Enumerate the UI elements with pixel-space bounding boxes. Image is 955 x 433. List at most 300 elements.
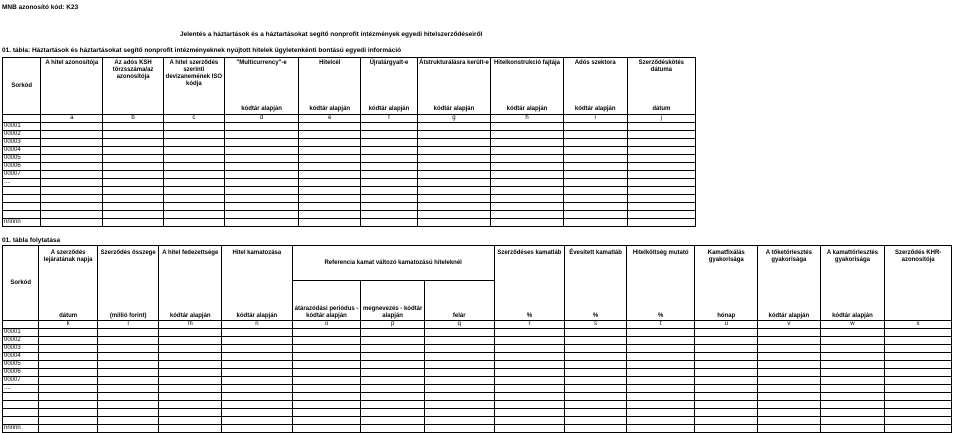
- data-cell[interactable]: [222, 409, 293, 417]
- data-cell[interactable]: [758, 353, 821, 361]
- data-cell[interactable]: [491, 163, 563, 171]
- data-cell[interactable]: [494, 345, 565, 353]
- data-cell[interactable]: [695, 369, 758, 377]
- data-cell[interactable]: [885, 353, 952, 361]
- data-cell[interactable]: [417, 203, 491, 211]
- data-cell[interactable]: [163, 219, 224, 227]
- data-cell[interactable]: [361, 377, 425, 385]
- data-cell[interactable]: [361, 337, 425, 345]
- data-cell[interactable]: [41, 211, 103, 219]
- data-cell[interactable]: [299, 211, 361, 219]
- data-cell[interactable]: [758, 385, 821, 393]
- data-cell[interactable]: [563, 179, 627, 187]
- data-cell[interactable]: [758, 409, 821, 417]
- data-cell[interactable]: [159, 361, 222, 369]
- data-cell[interactable]: [626, 409, 695, 417]
- data-cell[interactable]: [424, 329, 494, 337]
- data-cell[interactable]: [39, 361, 98, 369]
- data-cell[interactable]: [424, 385, 494, 393]
- data-cell[interactable]: [627, 211, 695, 219]
- data-cell[interactable]: [565, 393, 627, 401]
- data-cell[interactable]: [103, 131, 164, 139]
- data-cell[interactable]: [417, 187, 491, 195]
- data-cell[interactable]: [494, 369, 565, 377]
- data-cell[interactable]: [491, 171, 563, 179]
- data-cell[interactable]: [627, 155, 695, 163]
- data-cell[interactable]: [103, 139, 164, 147]
- data-cell[interactable]: [97, 385, 159, 393]
- data-cell[interactable]: [695, 401, 758, 409]
- data-cell[interactable]: [494, 353, 565, 361]
- data-cell[interactable]: [222, 353, 293, 361]
- data-cell[interactable]: [885, 337, 952, 345]
- data-cell[interactable]: [97, 337, 159, 345]
- data-cell[interactable]: [159, 337, 222, 345]
- data-cell[interactable]: [224, 195, 299, 203]
- data-cell[interactable]: [885, 417, 952, 425]
- data-cell[interactable]: [103, 123, 164, 131]
- data-cell[interactable]: [494, 377, 565, 385]
- data-cell[interactable]: [695, 425, 758, 433]
- data-cell[interactable]: [163, 171, 224, 179]
- data-cell[interactable]: [494, 425, 565, 433]
- data-cell[interactable]: [758, 377, 821, 385]
- data-cell[interactable]: [494, 337, 565, 345]
- data-cell[interactable]: [758, 369, 821, 377]
- data-cell[interactable]: [565, 329, 627, 337]
- data-cell[interactable]: [491, 147, 563, 155]
- data-cell[interactable]: [627, 187, 695, 195]
- data-cell[interactable]: [491, 155, 563, 163]
- data-cell[interactable]: [39, 345, 98, 353]
- data-cell[interactable]: [222, 337, 293, 345]
- data-cell[interactable]: [163, 131, 224, 139]
- data-cell[interactable]: [885, 361, 952, 369]
- data-cell[interactable]: [159, 353, 222, 361]
- data-cell[interactable]: [361, 417, 425, 425]
- data-cell[interactable]: [224, 219, 299, 227]
- data-cell[interactable]: [224, 155, 299, 163]
- data-cell[interactable]: [626, 369, 695, 377]
- data-cell[interactable]: [103, 187, 164, 195]
- data-cell[interactable]: [758, 417, 821, 425]
- data-cell[interactable]: [417, 123, 491, 131]
- data-cell[interactable]: [626, 361, 695, 369]
- data-cell[interactable]: [103, 179, 164, 187]
- data-cell[interactable]: [417, 139, 491, 147]
- data-cell[interactable]: [361, 385, 425, 393]
- data-cell[interactable]: [361, 171, 418, 179]
- data-cell[interactable]: [417, 179, 491, 187]
- data-cell[interactable]: [491, 203, 563, 211]
- data-cell[interactable]: [361, 219, 418, 227]
- data-cell[interactable]: [97, 425, 159, 433]
- data-cell[interactable]: [758, 345, 821, 353]
- data-cell[interactable]: [820, 425, 885, 433]
- data-cell[interactable]: [292, 401, 361, 409]
- data-cell[interactable]: [626, 393, 695, 401]
- data-cell[interactable]: [885, 369, 952, 377]
- data-cell[interactable]: [224, 123, 299, 131]
- data-cell[interactable]: [97, 393, 159, 401]
- data-cell[interactable]: [292, 369, 361, 377]
- data-cell[interactable]: [563, 195, 627, 203]
- data-cell[interactable]: [820, 417, 885, 425]
- data-cell[interactable]: [563, 147, 627, 155]
- data-cell[interactable]: [299, 219, 361, 227]
- data-cell[interactable]: [565, 361, 627, 369]
- data-cell[interactable]: [491, 195, 563, 203]
- data-cell[interactable]: [292, 353, 361, 361]
- data-cell[interactable]: [41, 123, 103, 131]
- data-cell[interactable]: [292, 417, 361, 425]
- data-cell[interactable]: [820, 385, 885, 393]
- data-cell[interactable]: [224, 203, 299, 211]
- data-cell[interactable]: [424, 361, 494, 369]
- data-cell[interactable]: [494, 385, 565, 393]
- data-cell[interactable]: [417, 211, 491, 219]
- data-cell[interactable]: [627, 203, 695, 211]
- data-cell[interactable]: [626, 329, 695, 337]
- data-cell[interactable]: [299, 139, 361, 147]
- data-cell[interactable]: [424, 409, 494, 417]
- data-cell[interactable]: [41, 187, 103, 195]
- data-cell[interactable]: [159, 377, 222, 385]
- data-cell[interactable]: [695, 345, 758, 353]
- data-cell[interactable]: [163, 203, 224, 211]
- data-cell[interactable]: [41, 163, 103, 171]
- data-cell[interactable]: [695, 393, 758, 401]
- data-cell[interactable]: [424, 417, 494, 425]
- data-cell[interactable]: [565, 401, 627, 409]
- data-cell[interactable]: [417, 155, 491, 163]
- data-cell[interactable]: [41, 179, 103, 187]
- data-cell[interactable]: [163, 155, 224, 163]
- data-cell[interactable]: [299, 123, 361, 131]
- data-cell[interactable]: [299, 187, 361, 195]
- data-cell[interactable]: [417, 219, 491, 227]
- data-cell[interactable]: [491, 211, 563, 219]
- data-cell[interactable]: [41, 131, 103, 139]
- data-cell[interactable]: [41, 147, 103, 155]
- data-cell[interactable]: [627, 171, 695, 179]
- data-cell[interactable]: [565, 353, 627, 361]
- data-cell[interactable]: [97, 329, 159, 337]
- data-cell[interactable]: [39, 409, 98, 417]
- data-cell[interactable]: [97, 345, 159, 353]
- data-cell[interactable]: [39, 337, 98, 345]
- data-cell[interactable]: [424, 377, 494, 385]
- data-cell[interactable]: [885, 393, 952, 401]
- data-cell[interactable]: [222, 361, 293, 369]
- data-cell[interactable]: [361, 393, 425, 401]
- data-cell[interactable]: [758, 361, 821, 369]
- data-cell[interactable]: [820, 369, 885, 377]
- data-cell[interactable]: [97, 409, 159, 417]
- data-cell[interactable]: [224, 187, 299, 195]
- data-cell[interactable]: [695, 353, 758, 361]
- data-cell[interactable]: [224, 139, 299, 147]
- data-cell[interactable]: [299, 203, 361, 211]
- data-cell[interactable]: [563, 171, 627, 179]
- data-cell[interactable]: [97, 377, 159, 385]
- data-cell[interactable]: [361, 155, 418, 163]
- data-cell[interactable]: [885, 425, 952, 433]
- data-cell[interactable]: [563, 155, 627, 163]
- data-cell[interactable]: [563, 139, 627, 147]
- data-cell[interactable]: [820, 361, 885, 369]
- data-cell[interactable]: [563, 203, 627, 211]
- data-cell[interactable]: [820, 353, 885, 361]
- data-cell[interactable]: [491, 219, 563, 227]
- data-cell[interactable]: [563, 163, 627, 171]
- data-cell[interactable]: [361, 425, 425, 433]
- data-cell[interactable]: [417, 131, 491, 139]
- data-cell[interactable]: [103, 147, 164, 155]
- data-cell[interactable]: [163, 211, 224, 219]
- data-cell[interactable]: [39, 369, 98, 377]
- data-cell[interactable]: [361, 131, 418, 139]
- data-cell[interactable]: [820, 393, 885, 401]
- data-cell[interactable]: [292, 425, 361, 433]
- data-cell[interactable]: [163, 139, 224, 147]
- data-cell[interactable]: [885, 329, 952, 337]
- data-cell[interactable]: [159, 345, 222, 353]
- data-cell[interactable]: [163, 195, 224, 203]
- data-cell[interactable]: [41, 171, 103, 179]
- data-cell[interactable]: [299, 155, 361, 163]
- data-cell[interactable]: [103, 219, 164, 227]
- data-cell[interactable]: [361, 211, 418, 219]
- data-cell[interactable]: [626, 401, 695, 409]
- data-cell[interactable]: [224, 171, 299, 179]
- data-cell[interactable]: [292, 377, 361, 385]
- data-cell[interactable]: [695, 361, 758, 369]
- data-cell[interactable]: [626, 417, 695, 425]
- data-cell[interactable]: [820, 409, 885, 417]
- data-cell[interactable]: [695, 409, 758, 417]
- data-cell[interactable]: [39, 385, 98, 393]
- data-cell[interactable]: [39, 377, 98, 385]
- data-cell[interactable]: [417, 195, 491, 203]
- data-cell[interactable]: [417, 147, 491, 155]
- data-cell[interactable]: [222, 369, 293, 377]
- data-cell[interactable]: [695, 337, 758, 345]
- data-cell[interactable]: [361, 123, 418, 131]
- data-cell[interactable]: [159, 409, 222, 417]
- data-cell[interactable]: [163, 123, 224, 131]
- data-cell[interactable]: [222, 401, 293, 409]
- data-cell[interactable]: [361, 409, 425, 417]
- data-cell[interactable]: [626, 385, 695, 393]
- data-cell[interactable]: [563, 219, 627, 227]
- data-cell[interactable]: [758, 425, 821, 433]
- data-cell[interactable]: [885, 401, 952, 409]
- data-cell[interactable]: [97, 361, 159, 369]
- data-cell[interactable]: [563, 211, 627, 219]
- data-cell[interactable]: [494, 393, 565, 401]
- data-cell[interactable]: [758, 401, 821, 409]
- data-cell[interactable]: [565, 417, 627, 425]
- data-cell[interactable]: [39, 393, 98, 401]
- data-cell[interactable]: [494, 401, 565, 409]
- data-cell[interactable]: [39, 401, 98, 409]
- data-cell[interactable]: [299, 179, 361, 187]
- data-cell[interactable]: [222, 417, 293, 425]
- data-cell[interactable]: [97, 417, 159, 425]
- data-cell[interactable]: [565, 409, 627, 417]
- data-cell[interactable]: [627, 163, 695, 171]
- data-cell[interactable]: [626, 425, 695, 433]
- data-cell[interactable]: [222, 345, 293, 353]
- data-cell[interactable]: [163, 163, 224, 171]
- data-cell[interactable]: [627, 179, 695, 187]
- data-cell[interactable]: [222, 377, 293, 385]
- data-cell[interactable]: [491, 179, 563, 187]
- data-cell[interactable]: [361, 345, 425, 353]
- data-cell[interactable]: [159, 401, 222, 409]
- data-cell[interactable]: [163, 179, 224, 187]
- data-cell[interactable]: [820, 401, 885, 409]
- data-cell[interactable]: [292, 385, 361, 393]
- data-cell[interactable]: [695, 385, 758, 393]
- data-cell[interactable]: [565, 377, 627, 385]
- data-cell[interactable]: [222, 329, 293, 337]
- data-cell[interactable]: [224, 131, 299, 139]
- data-cell[interactable]: [361, 163, 418, 171]
- data-cell[interactable]: [695, 377, 758, 385]
- data-cell[interactable]: [626, 345, 695, 353]
- data-cell[interactable]: [361, 139, 418, 147]
- data-cell[interactable]: [222, 393, 293, 401]
- data-cell[interactable]: [885, 409, 952, 417]
- data-cell[interactable]: [885, 377, 952, 385]
- data-cell[interactable]: [159, 385, 222, 393]
- data-cell[interactable]: [103, 163, 164, 171]
- data-cell[interactable]: [41, 155, 103, 163]
- data-cell[interactable]: [820, 329, 885, 337]
- data-cell[interactable]: [627, 123, 695, 131]
- data-cell[interactable]: [103, 171, 164, 179]
- data-cell[interactable]: [159, 393, 222, 401]
- data-cell[interactable]: [565, 337, 627, 345]
- data-cell[interactable]: [627, 147, 695, 155]
- data-cell[interactable]: [159, 369, 222, 377]
- data-cell[interactable]: [224, 179, 299, 187]
- data-cell[interactable]: [222, 385, 293, 393]
- data-cell[interactable]: [97, 369, 159, 377]
- data-cell[interactable]: [627, 219, 695, 227]
- data-cell[interactable]: [361, 203, 418, 211]
- data-cell[interactable]: [41, 139, 103, 147]
- data-cell[interactable]: [626, 353, 695, 361]
- data-cell[interactable]: [424, 369, 494, 377]
- data-cell[interactable]: [361, 195, 418, 203]
- data-cell[interactable]: [626, 377, 695, 385]
- data-cell[interactable]: [494, 329, 565, 337]
- data-cell[interactable]: [563, 123, 627, 131]
- data-cell[interactable]: [361, 329, 425, 337]
- data-cell[interactable]: [627, 139, 695, 147]
- data-cell[interactable]: [41, 195, 103, 203]
- data-cell[interactable]: [97, 353, 159, 361]
- data-cell[interactable]: [626, 337, 695, 345]
- data-cell[interactable]: [292, 361, 361, 369]
- data-cell[interactable]: [820, 337, 885, 345]
- data-cell[interactable]: [695, 417, 758, 425]
- data-cell[interactable]: [39, 353, 98, 361]
- data-cell[interactable]: [159, 417, 222, 425]
- data-cell[interactable]: [159, 425, 222, 433]
- data-cell[interactable]: [491, 187, 563, 195]
- data-cell[interactable]: [39, 329, 98, 337]
- data-cell[interactable]: [424, 401, 494, 409]
- data-cell[interactable]: [299, 163, 361, 171]
- data-cell[interactable]: [424, 393, 494, 401]
- data-cell[interactable]: [299, 171, 361, 179]
- data-cell[interactable]: [361, 369, 425, 377]
- data-cell[interactable]: [361, 353, 425, 361]
- data-cell[interactable]: [224, 147, 299, 155]
- data-cell[interactable]: [39, 417, 98, 425]
- data-cell[interactable]: [361, 147, 418, 155]
- data-cell[interactable]: [758, 393, 821, 401]
- data-cell[interactable]: [563, 187, 627, 195]
- data-cell[interactable]: [491, 131, 563, 139]
- data-cell[interactable]: [292, 409, 361, 417]
- data-cell[interactable]: [361, 187, 418, 195]
- data-cell[interactable]: [222, 425, 293, 433]
- data-cell[interactable]: [292, 329, 361, 337]
- data-cell[interactable]: [103, 211, 164, 219]
- data-cell[interactable]: [627, 131, 695, 139]
- data-cell[interactable]: [758, 329, 821, 337]
- data-cell[interactable]: [361, 179, 418, 187]
- data-cell[interactable]: [103, 155, 164, 163]
- data-cell[interactable]: [424, 337, 494, 345]
- data-cell[interactable]: [424, 345, 494, 353]
- data-cell[interactable]: [494, 417, 565, 425]
- data-cell[interactable]: [758, 337, 821, 345]
- data-cell[interactable]: [491, 139, 563, 147]
- data-cell[interactable]: [103, 195, 164, 203]
- data-cell[interactable]: [39, 425, 98, 433]
- data-cell[interactable]: [695, 329, 758, 337]
- data-cell[interactable]: [361, 361, 425, 369]
- data-cell[interactable]: [299, 147, 361, 155]
- data-cell[interactable]: [361, 401, 425, 409]
- data-cell[interactable]: [159, 329, 222, 337]
- data-cell[interactable]: [424, 353, 494, 361]
- data-cell[interactable]: [292, 337, 361, 345]
- data-cell[interactable]: [41, 219, 103, 227]
- data-cell[interactable]: [565, 345, 627, 353]
- data-cell[interactable]: [627, 195, 695, 203]
- data-cell[interactable]: [224, 163, 299, 171]
- data-cell[interactable]: [163, 147, 224, 155]
- data-cell[interactable]: [41, 203, 103, 211]
- data-cell[interactable]: [97, 401, 159, 409]
- data-cell[interactable]: [820, 345, 885, 353]
- data-cell[interactable]: [417, 163, 491, 171]
- data-cell[interactable]: [299, 195, 361, 203]
- data-cell[interactable]: [820, 377, 885, 385]
- data-cell[interactable]: [565, 425, 627, 433]
- data-cell[interactable]: [417, 171, 491, 179]
- data-cell[interactable]: [885, 385, 952, 393]
- data-cell[interactable]: [224, 211, 299, 219]
- data-cell[interactable]: [494, 409, 565, 417]
